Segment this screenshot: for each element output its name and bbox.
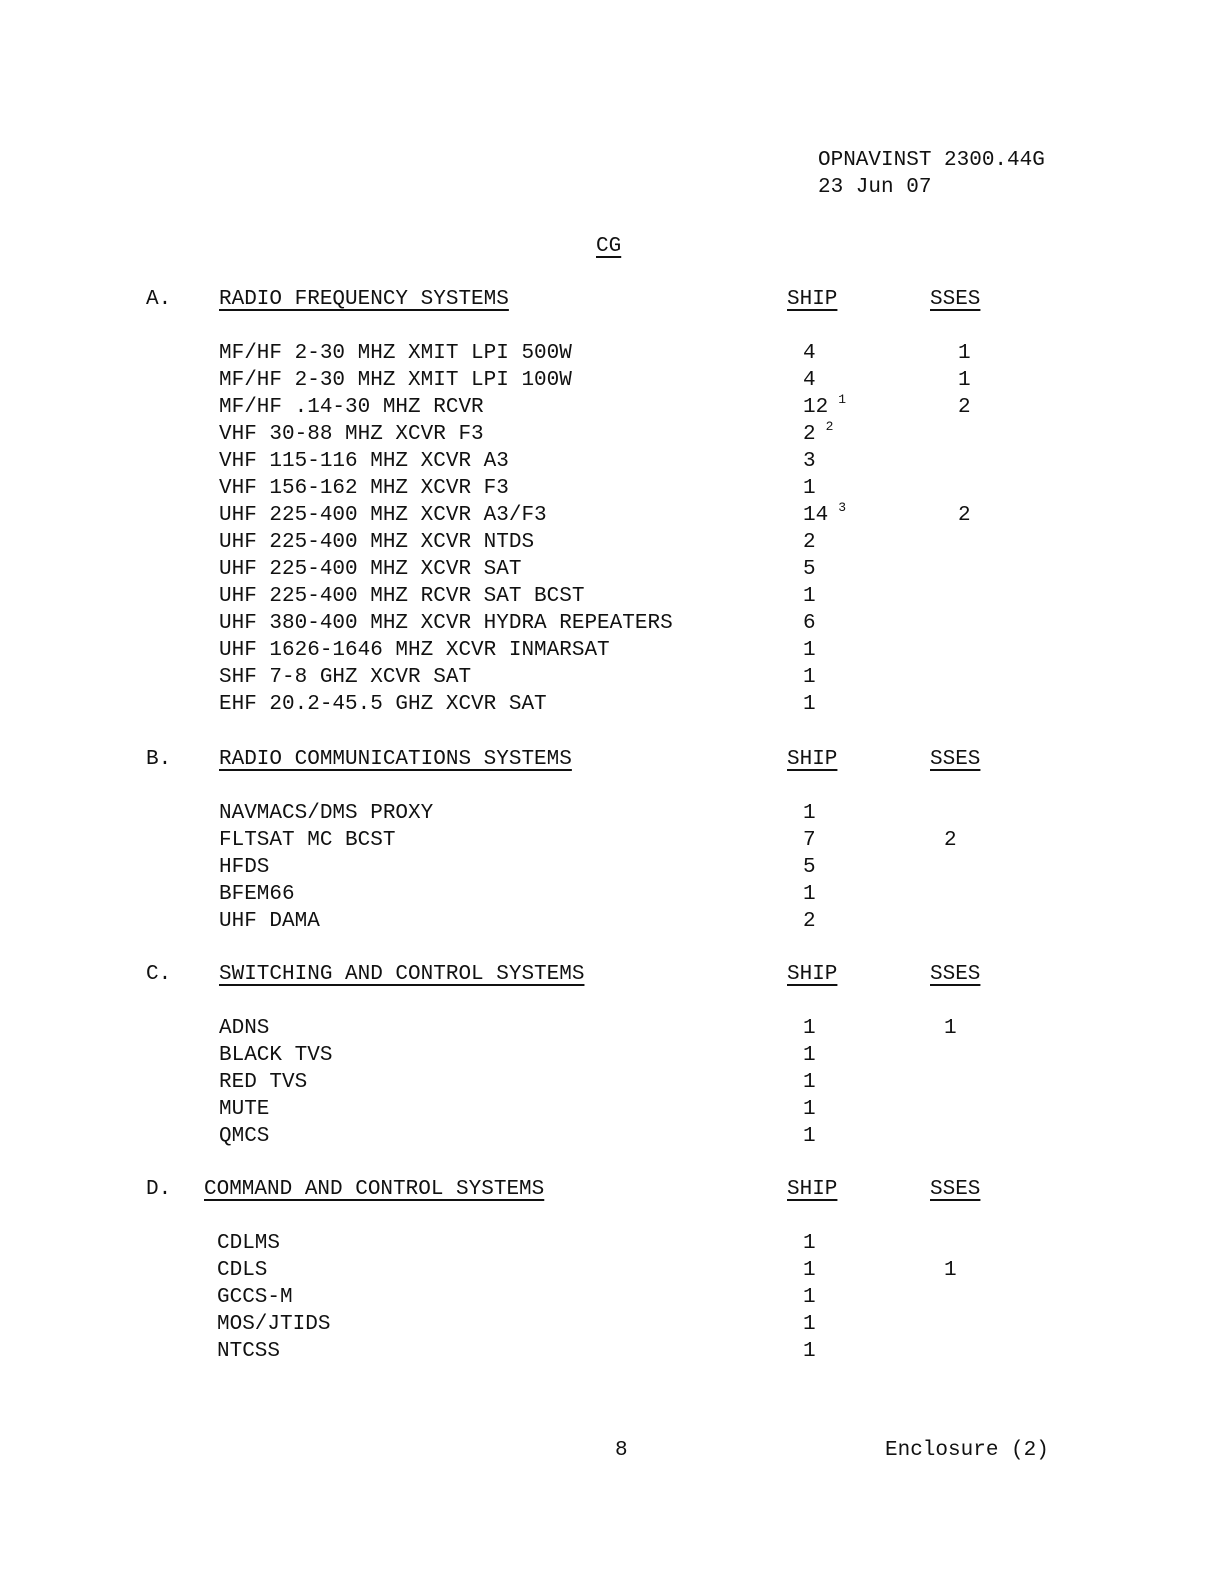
ship-count: [803, 500, 847, 527]
ship-count-value: 7: [803, 829, 816, 852]
system-name: NAVMACS/DMS PROXY: [219, 802, 434, 825]
ship-count-value: 1: [803, 585, 816, 608]
footnote-marker: 3: [838, 500, 847, 515]
ship-count-value: 1: [803, 1017, 816, 1040]
sses-column-header: SSES: [930, 1178, 981, 1201]
ship-count: [803, 1260, 816, 1281]
ship-count-value: 1: [803, 639, 816, 662]
ship-count: [803, 370, 816, 391]
ship-count-value: 1: [803, 883, 816, 906]
ship-count-value: 6: [803, 612, 816, 635]
ship-count-value: 2: [803, 910, 816, 933]
ship-count: [803, 532, 816, 553]
system-name: CDLMS: [217, 1232, 281, 1255]
document-date: 23 Jun 07: [818, 176, 932, 199]
sses-column-header: SSES: [930, 748, 981, 771]
ship-count-value: 1: [803, 1259, 816, 1282]
ship-count: [803, 911, 816, 932]
section-letter: C.: [146, 963, 172, 986]
ship-count: [803, 1233, 816, 1254]
section-title: SWITCHING AND CONTROL SYSTEMS: [219, 963, 585, 986]
ship-count: [803, 586, 816, 607]
ship-count: [803, 1099, 816, 1120]
ship-count: [803, 343, 816, 364]
system-name: SHF 7-8 GHZ XCVR SAT: [219, 666, 472, 689]
page-number: 8: [615, 1439, 628, 1462]
ship-count-value: 1: [803, 1044, 816, 1067]
section-title: RADIO COMMUNICATIONS SYSTEMS: [219, 748, 572, 771]
sses-count: 1: [944, 1259, 957, 1282]
sses-column-header: SSES: [930, 963, 981, 986]
ship-count: [803, 1287, 816, 1308]
sses-column-header: SSES: [930, 288, 981, 311]
ship-count: [803, 1072, 816, 1093]
ship-count: [803, 451, 816, 472]
ship-count: [803, 559, 816, 580]
ship-count-value: 1: [803, 666, 816, 689]
section-title: RADIO FREQUENCY SYSTEMS: [219, 288, 509, 311]
sses-count: 2: [958, 504, 971, 527]
ship-count: [803, 667, 816, 688]
ship-count: [803, 478, 816, 499]
ship-count: [803, 694, 816, 715]
section-letter: A.: [146, 288, 172, 311]
footnote-marker: 2: [825, 419, 834, 434]
system-name: QMCS: [219, 1125, 270, 1148]
ship-count: [803, 613, 816, 634]
ship-count: [803, 803, 816, 824]
ship-count-value: 1: [803, 1313, 816, 1336]
system-name: UHF 380-400 MHZ XCVR HYDRA REPEATERS: [219, 612, 673, 635]
ship-count: [803, 857, 816, 878]
ship-count: [803, 1341, 816, 1362]
sses-count: 1: [958, 342, 971, 365]
ship-column-header: SHIP: [787, 288, 838, 311]
ship-count: [803, 1314, 816, 1335]
ship-column-header: SHIP: [787, 748, 838, 771]
ship-count-value: 1: [803, 802, 816, 825]
system-name: GCCS-M: [217, 1286, 293, 1309]
system-name: UHF 225-400 MHZ XCVR A3/F3: [219, 504, 547, 527]
system-name: UHF 225-400 MHZ XCVR SAT: [219, 558, 522, 581]
sses-count: 1: [958, 369, 971, 392]
ship-count-value: 4: [803, 369, 816, 392]
system-name: MF/HF .14-30 MHZ RCVR: [219, 396, 484, 419]
ship-count-value: 1: [803, 693, 816, 716]
ship-count-value: 1: [803, 1125, 816, 1148]
ship-count: [803, 419, 834, 446]
ship-count-value: 1: [803, 1286, 816, 1309]
page-title: CG: [596, 235, 622, 258]
system-name: EHF 20.2-45.5 GHZ XCVR SAT: [219, 693, 547, 716]
ship-column-header: SHIP: [787, 1178, 838, 1201]
system-name: UHF 225-400 MHZ XCVR NTDS: [219, 531, 535, 554]
system-name: NTCSS: [217, 1340, 281, 1363]
footnote-marker: 1: [838, 392, 847, 407]
system-name: ADNS: [219, 1017, 270, 1040]
ship-count: [803, 830, 816, 851]
system-name: BLACK TVS: [219, 1044, 333, 1067]
ship-count: [803, 392, 847, 419]
system-name: UHF 225-400 MHZ RCVR SAT BCST: [219, 585, 585, 608]
ship-count-value: 1: [803, 1098, 816, 1121]
ship-count-value: 5: [803, 856, 816, 879]
system-name: CDLS: [217, 1259, 268, 1282]
ship-count-value: 1: [803, 1071, 816, 1094]
system-name: VHF 115-116 MHZ XCVR A3: [219, 450, 509, 473]
system-name: UHF DAMA: [219, 910, 320, 933]
section-letter: D.: [146, 1178, 172, 1201]
ship-count-value: 2: [803, 531, 816, 554]
ship-count: [803, 640, 816, 661]
instruction-number: OPNAVINST 2300.44G: [818, 149, 1045, 172]
enclosure-label: Enclosure (2): [885, 1439, 1049, 1462]
system-name: FLTSAT MC BCST: [219, 829, 396, 852]
ship-count-value: 3: [803, 450, 816, 473]
ship-count-value: 12: [803, 396, 829, 419]
sses-count: 1: [944, 1017, 957, 1040]
system-name: MUTE: [219, 1098, 270, 1121]
section-title: COMMAND AND CONTROL SYSTEMS: [204, 1178, 545, 1201]
ship-count: [803, 1045, 816, 1066]
ship-count-value: 14: [803, 504, 829, 527]
ship-count: [803, 1126, 816, 1147]
ship-count-value: 1: [803, 1340, 816, 1363]
system-name: RED TVS: [219, 1071, 308, 1094]
system-name: MF/HF 2-30 MHZ XMIT LPI 100W: [219, 369, 572, 392]
system-name: HFDS: [219, 856, 270, 879]
ship-count: [803, 1018, 816, 1039]
ship-count: [803, 884, 816, 905]
system-name: MOS/JTIDS: [217, 1313, 331, 1336]
ship-count-value: 4: [803, 342, 816, 365]
system-name: UHF 1626-1646 MHZ XCVR INMARSAT: [219, 639, 610, 662]
section-letter: B.: [146, 748, 172, 771]
ship-column-header: SHIP: [787, 963, 838, 986]
ship-count-value: 1: [803, 477, 816, 500]
ship-count-value: 2: [803, 423, 816, 446]
sses-count: 2: [944, 829, 957, 852]
ship-count-value: 5: [803, 558, 816, 581]
ship-count-value: 1: [803, 1232, 816, 1255]
system-name: VHF 30-88 MHZ XCVR F3: [219, 423, 484, 446]
sses-count: 2: [958, 396, 971, 419]
system-name: VHF 156-162 MHZ XCVR F3: [219, 477, 509, 500]
system-name: BFEM66: [219, 883, 295, 906]
system-name: MF/HF 2-30 MHZ XMIT LPI 500W: [219, 342, 572, 365]
